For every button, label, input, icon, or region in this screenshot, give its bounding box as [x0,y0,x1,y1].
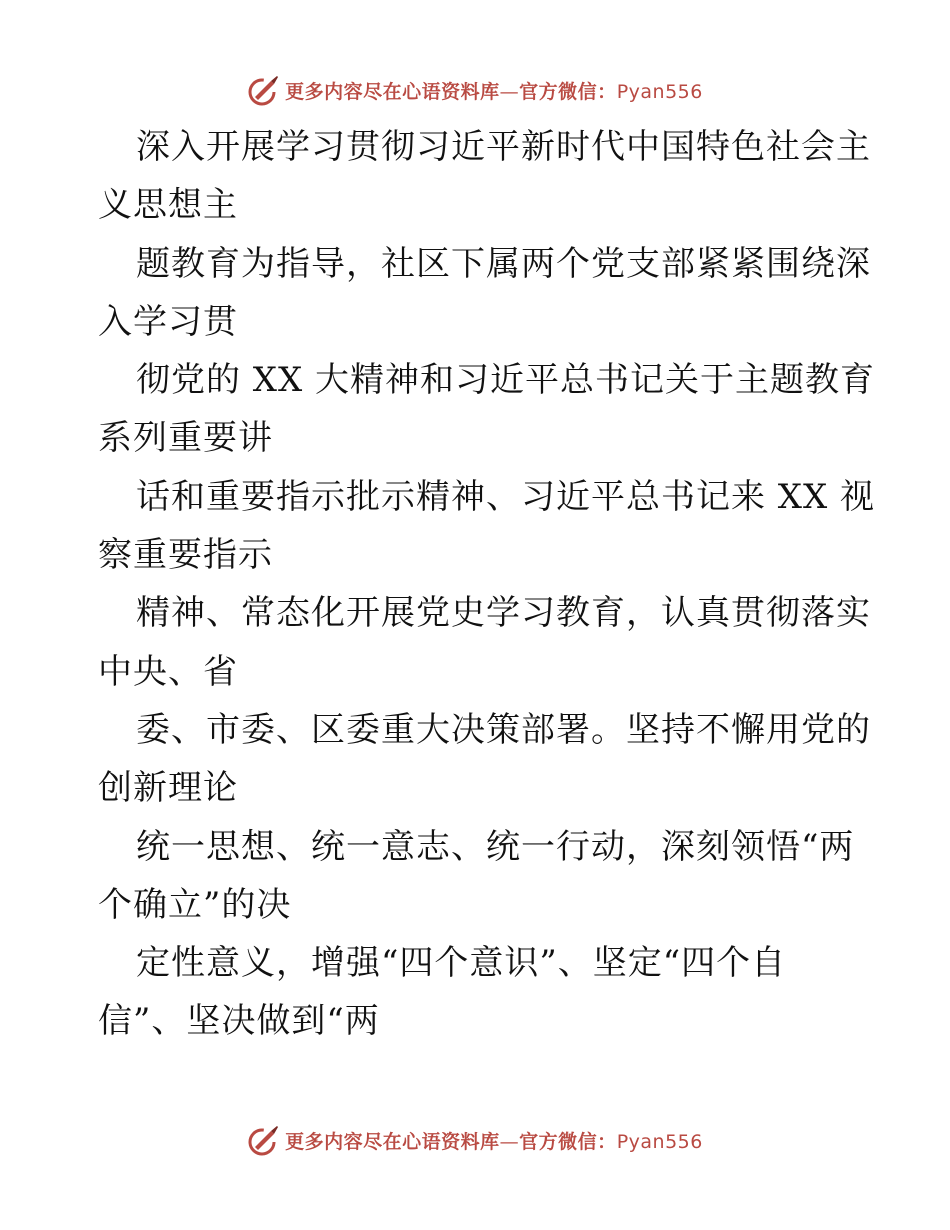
brush-pen-logo-icon [247,73,281,107]
footer-watermark [0,1120,950,1160]
watermark-brand: 更多内容尽在心语资料库 [285,1130,500,1153]
text-line: 委、市委、区委重大决策部署。坚持不懈用党的 [136,709,871,750]
watermark-dash: — [499,80,520,103]
watermark-text [285,1127,703,1154]
text-line: 信”、坚决做到“两 [98,1001,380,1042]
text-line: 题教育为指导，社区下属两个党支部紧紧围绕深 [136,243,871,284]
text-line: 个确立”的决 [98,884,292,925]
text-line: 精神、常态化开展党史学习教育，认真贯彻落实 [136,593,871,634]
watermark-wechat-id: Pyan556 [616,80,703,103]
watermark-label: 官方微信： [519,80,617,103]
text-line: 深入开展学习贯彻习近平新时代中国特色社会主 [136,127,871,167]
text-line: 入学习贯 [98,301,238,342]
text-line: 创新理论 [98,768,238,809]
header-watermark [0,70,950,110]
brush-pen-logo-icon [247,1123,281,1157]
watermark-text [285,77,703,104]
text-line: 系列重要讲 [98,418,273,459]
text-line: 义思想主 [98,185,238,226]
watermark-brand: 更多内容尽在心语资料库 [285,80,500,103]
document-body [98,118,876,1051]
text-line: 彻党的 XX 大精神和习近平总书记关于主题教育 [136,360,876,401]
watermark-dash: — [499,1130,520,1153]
text-line: 统一思想、统一意志、统一行动，深刻领悟“两 [136,826,855,867]
watermark-label: 官方微信： [519,1130,617,1153]
text-line: 中央、省 [98,651,238,692]
watermark-wechat-id: Pyan556 [616,1130,703,1153]
text-line: 察重要指示 [98,535,273,576]
text-line: 定性意义，增强“四个意识”、坚定“四个自 [136,943,787,984]
text-line: 话和重要指示批示精神、习近平总书记来 XX 视 [136,476,876,517]
